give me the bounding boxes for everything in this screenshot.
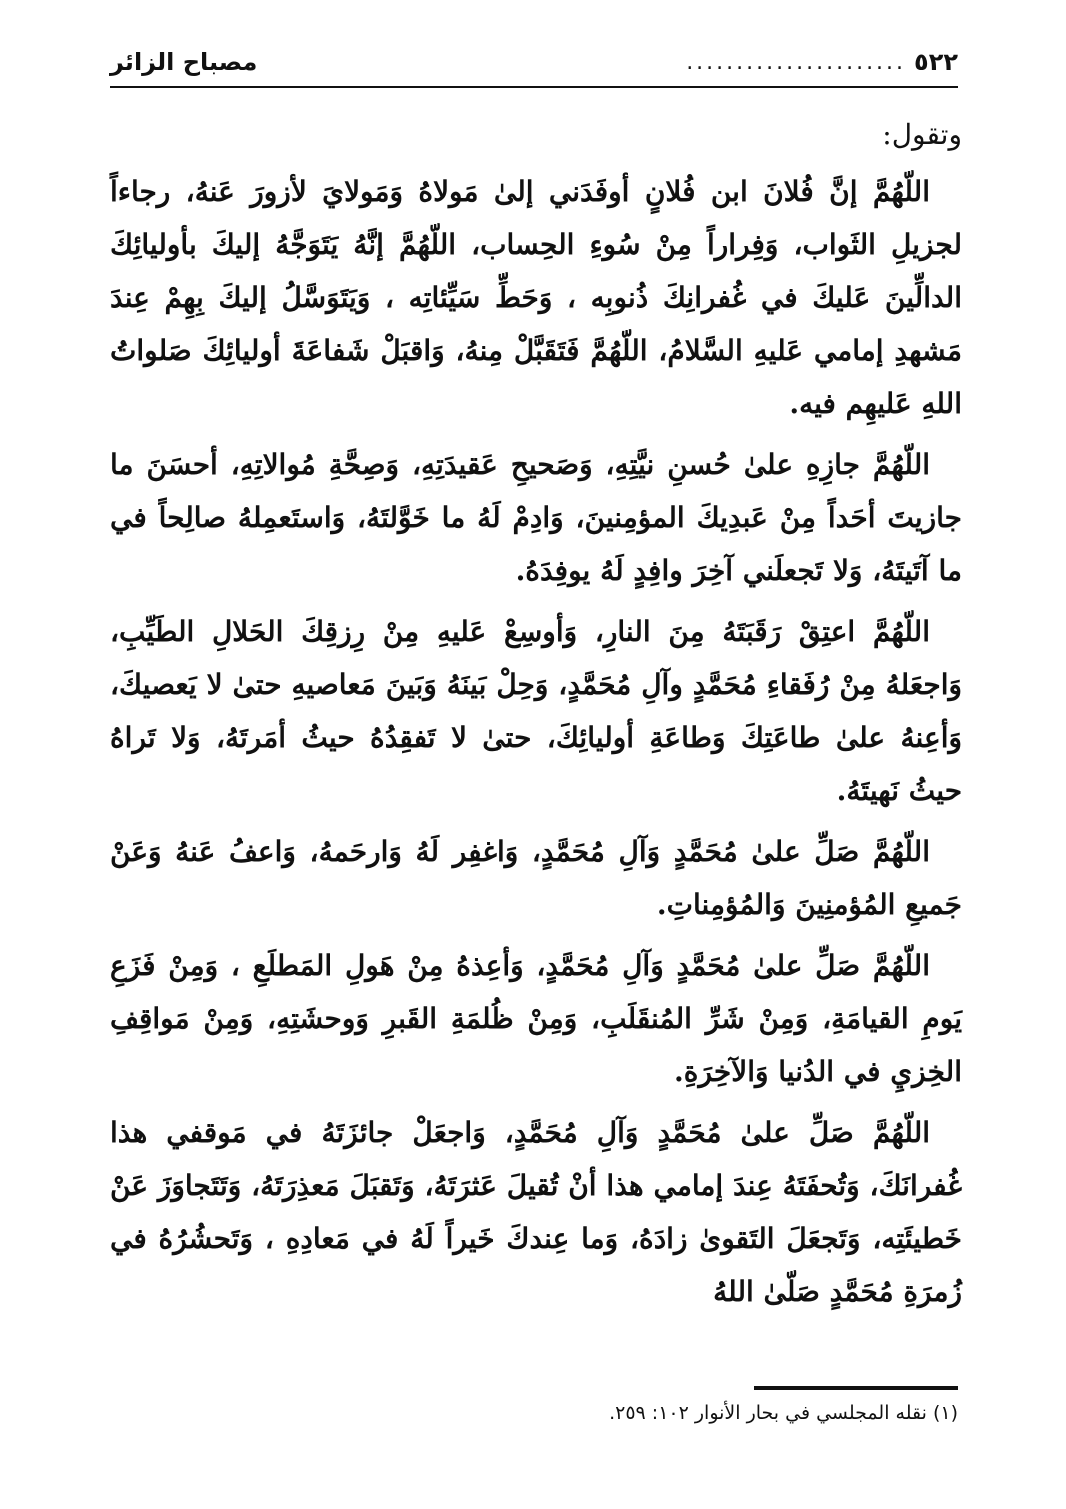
paragraph-5: اللّهُمَّ صَلِّ علىٰ مُحَمَّدٍ وَآلِ مُحَمَّدٍ، وَأعِذهُ مِنْ هَولِ المَطلَعِ ، وَمِنْ فَزَعِ يَومِ القيامَةِ، وَمِنْ شَرِّ المُنقَلَبِ، وَمِنْ ظُلمَةِ القَبرِ وَوحشَتِهِ، وَمِنْ مَواقِفِ الخِزيِ في الدُنيا وَالآخِرَةِ. — [110, 949, 962, 1088]
main-text — [110, 108, 962, 1326]
paragraph-3: اللّهُمَّ اعتِقْ رَقَبَتَهُ مِنَ النارِ، وَأوسِعْ عَليهِ مِنْ رِزقِكَ الحَلالِ الطَيِّبِ، وَاجعَلهُ مِنْ رُفَقاءِ مُحَمَّدٍ وآلِ مُحَمَّدٍ، وَحِلْ بَينَهُ وَبَينَ مَعاصيهِ حتىٰ لا يَعصيكَ، وَأعِنهُ علىٰ طاعَتِكَ وَطاعَةِ أوليائِكَ، حتىٰ لا تَفقِدُهُ حيثُ أمَرتَهُ، وَلا تَراهُ حيثُ نَهيتَهُ. — [110, 615, 962, 807]
paragraph-4: اللّهُمَّ صَلِّ علىٰ مُحَمَّدٍ وَآلِ مُحَمَّدٍ، وَاغفِر لَهُ وَارحَمهُ، وَاعفُ عَنهُ وَعَنْ جَميعِ المُؤمنِينَ وَالمُؤمِناتِ. — [110, 835, 962, 921]
intro-line: وتقول: — [882, 118, 962, 151]
book-title: مصباح الزائر — [110, 48, 258, 76]
footnote-divider — [754, 1386, 958, 1390]
running-header — [110, 44, 958, 80]
paragraph-6: اللّهُمَّ صَلِّ علىٰ مُحَمَّدٍ وَآلِ مُحَمَّدٍ، وَاجعَلْ جائزَتَهُ في مَوقفي هذا غُفرانَكَ، وَتُحفَتَهُ عِندَ إمامي هذا أنْ تُقيلَ عَثرَتَهُ، وَتَقبَلَ مَعذِرَتَهُ، وَتَتَجاوَزَ عَنْ خَطيئَتِه، وَتَجعَلَ التَقوىٰ زادَهُ، وَما عِندكَ خَيراً لَهُ في مَعادِهِ ، وَتَحشُرُهُ في زُمرَةِ مُحَمَّدٍ صَلّىٰ اللهُ — [110, 1116, 962, 1308]
paragraph-2: اللّهُمَّ جازِهِ علىٰ حُسنِ نيَّتِهِ، وَصَحيحِ عَقيدَتِهِ، وَصِحَّةِ مُوالاتِهِ، أحسَنَ ما جازيتَ أحَداً مِنْ عَبدِيكَ المؤمِنينَ، وَادِمْ لَهُ ما خَوَّلتَهُ، وَاستَعمِلهُ صالِحاً في ما آتَيتَهُ، وَلا تَجعلَني آخِرَ وافِدٍ لَهُ يوفِدَهُ. — [110, 448, 962, 587]
footnote: (١) نقله المجلسي في بحار الأنوار ١٠٢: ٢٥٩. — [609, 1402, 958, 1424]
paragraph-1: اللّهُمَّ إنَّ فُلانَ ابن فُلانٍ أوفَدَني إلىٰ مَولاهُ وَمَولايَ لأزورَ عَنهُ، رجاءاً لجزيلِ الثَواب، وَفِراراً مِنْ سُوءِ الحِساب، اللّهُمَّ إنَّهُ يَتَوَجَّهُ إليكَ بأوليائِكَ الدالِّينَ عَليكَ في غُفرانِكَ ذُنوبِه ، وَحَطِّ سَيِّئاتِه ، وَيَتَوَسَّلُ إليكَ بِهِمْ عِندَ مَشهدِ إمامي عَليهِ السَّلامُ، اللّهُمَّ فَتَقَبَّلْ مِنهُ، وَاقبَلْ شَفاعَةَ أوليائِكَ صَلواتُ اللهِ عَليهِم فيه. — [110, 175, 962, 420]
page-number: ٥٢٢ — [914, 48, 958, 76]
header-leader-dots: ...................... — [686, 49, 907, 75]
header-divider — [110, 86, 958, 88]
